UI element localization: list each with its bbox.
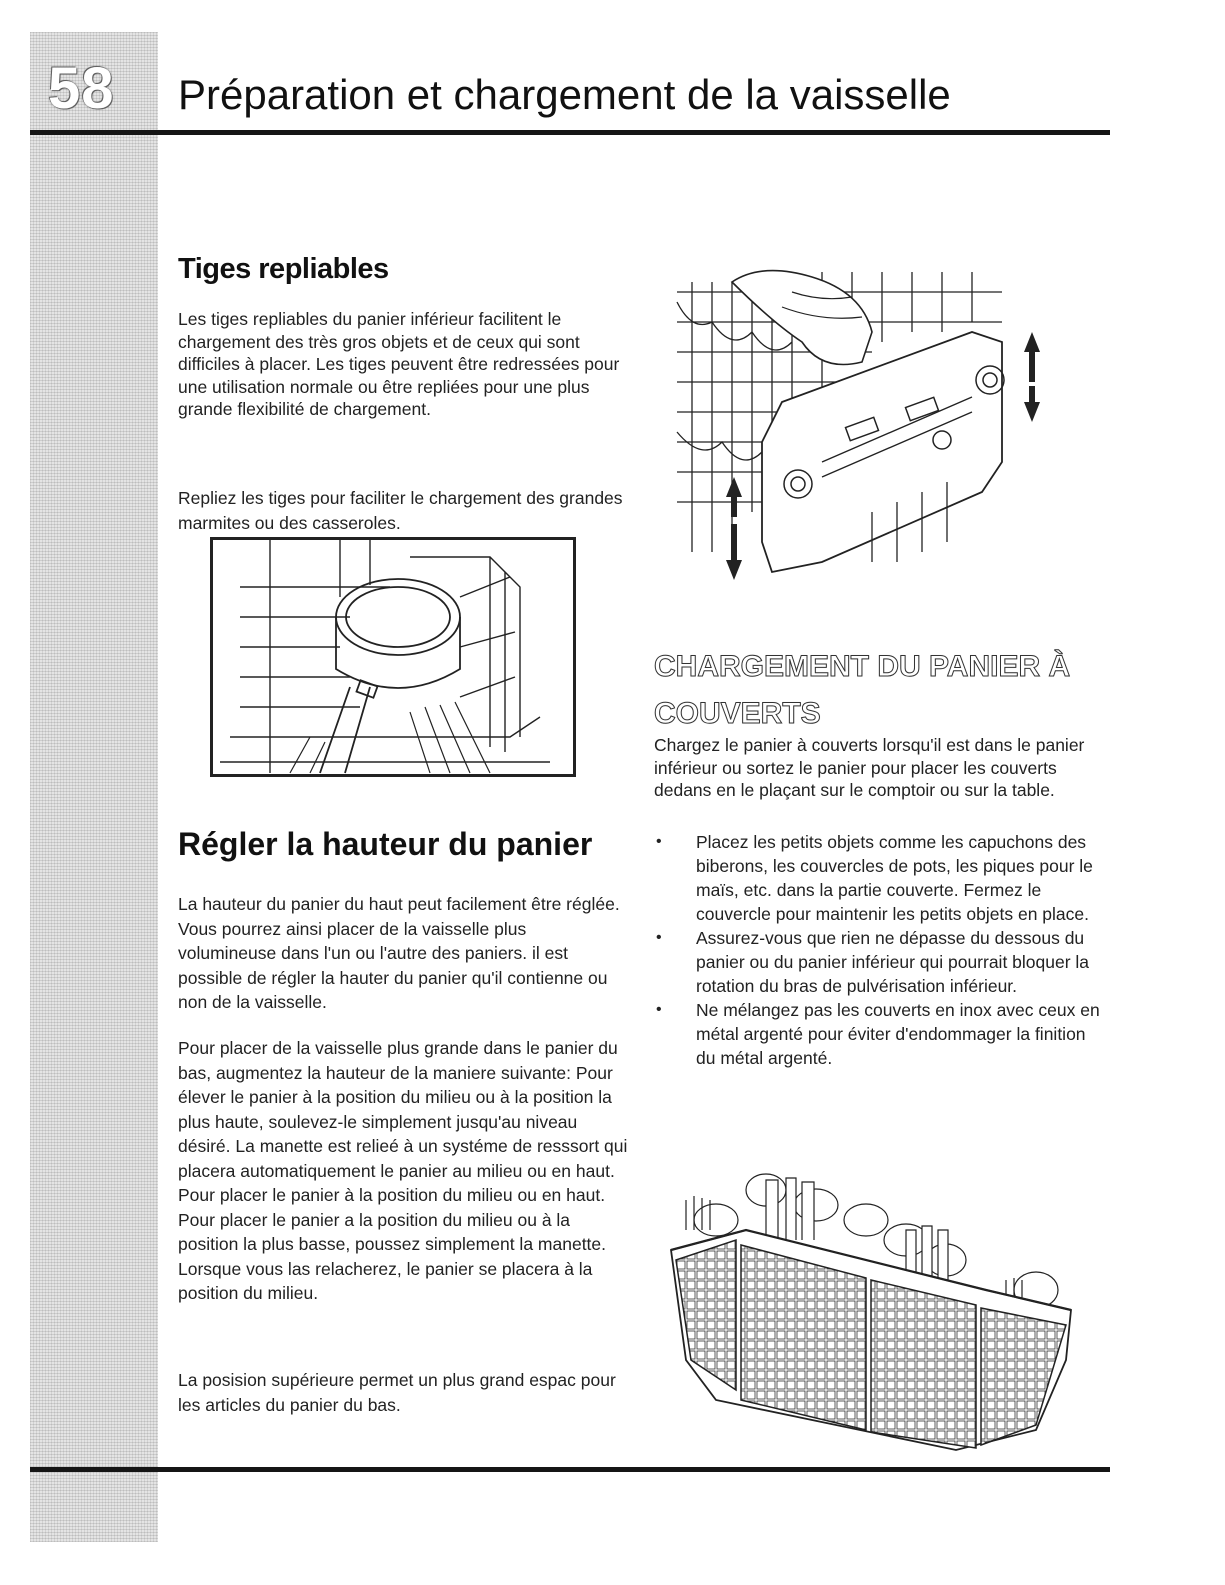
pot-in-rack-illustration [210,537,576,777]
page-number: 58 [48,56,115,121]
tiges-paragraph-2: Repliez les tiges pour faciliter le chargement des grandes marmites ou des casseroles. [178,488,623,533]
bullet-icon: • [656,929,662,946]
regler-paragraph-3: La posision supérieure permet un plus grand espac pour les articles du panier du bas. [178,1370,616,1415]
page-sidebar-band [30,32,158,1542]
tiges-paragraph-1: Les tiges repliables du panier inférieur facilitent le chargement des très gros objets et de ceux qui sont difficiles à placer. Les tiges peuvent être redressées pour une utilisation normale ou être repliées pour une plus grande flexibilité de chargement. [178,309,620,419]
list-item [652,926,1102,998]
section-heading-tiges: Tiges repliables [178,253,389,285]
couverts-intro: Chargez le panier à couverts lorsqu'il est dans le panier inférieur ou sortez le panier pour placer les couverts dedans en le plaçant sur le comptoir ou sur la table. [654,735,1085,800]
footer-rule [30,1467,1110,1472]
bullet-text: Ne mélangez pas les couverts en inox avec ceux en métal argenté pour éviter d'endommager la finition du métal argenté. [696,1000,1100,1068]
bullet-icon: • [656,1001,662,1018]
bullet-text: Placez les petits objets comme les capuchons des biberons, les couvercles de pots, les piques pour le maïs, etc. dans la partie couverte. Fermez le couvercle pour maintenir les petits objets en place. [696,832,1093,924]
regler-paragraph-1: La hauteur du panier du haut peut facilement être réglée. Vous pourrez ainsi placer de la vaisselle plus volumineuse dans l'un ou l'autre des paniers. il est possible de régler la hauter du panier qu'il contienne ou non de la vaisselle. [178,894,620,1012]
regler-paragraph-2: Pour placer de la vaisselle plus grande dans le panier du bas, augmentez la hauteur de la maniere suivante: Pour élever le panier à la position du milieu ou à la position la plus haute, soulevez-le simplement jusqu'au niveau désiré. La manette est relieé à un systéme de resssort qui placera automatiquement le panier au milieu ou en haut. Pour placer le panier à la position du milieu ou en haut. Pour placer le panier a la position du milieu ou à la position la plus basse, poussez simplement la manette. Lorsque vous las relacherez, le panier se placera à la position du milieu. [178,1038,628,1303]
list-item [652,830,1102,926]
page-title: Préparation et chargement de la vaisselle [178,71,951,118]
rack-height-adjuster-illustration [672,262,1072,592]
section-heading-regler: Régler la hauteur du panier [178,826,593,862]
header-rule [30,130,1110,135]
couverts-bullet-list [652,830,1102,1070]
section-heading-chargement: CHARGEMENT DU PANIER À COUVERTS [654,650,1071,730]
silverware-basket-illustration [656,1160,1086,1460]
bullet-icon: • [656,833,662,850]
list-item [652,998,1102,1070]
bullet-text: Assurez-vous que rien ne dépasse du dessous du panier ou du panier inférieur qui pourrait bloquer la rotation du bras de pulvérisation inférieur. [696,928,1090,996]
